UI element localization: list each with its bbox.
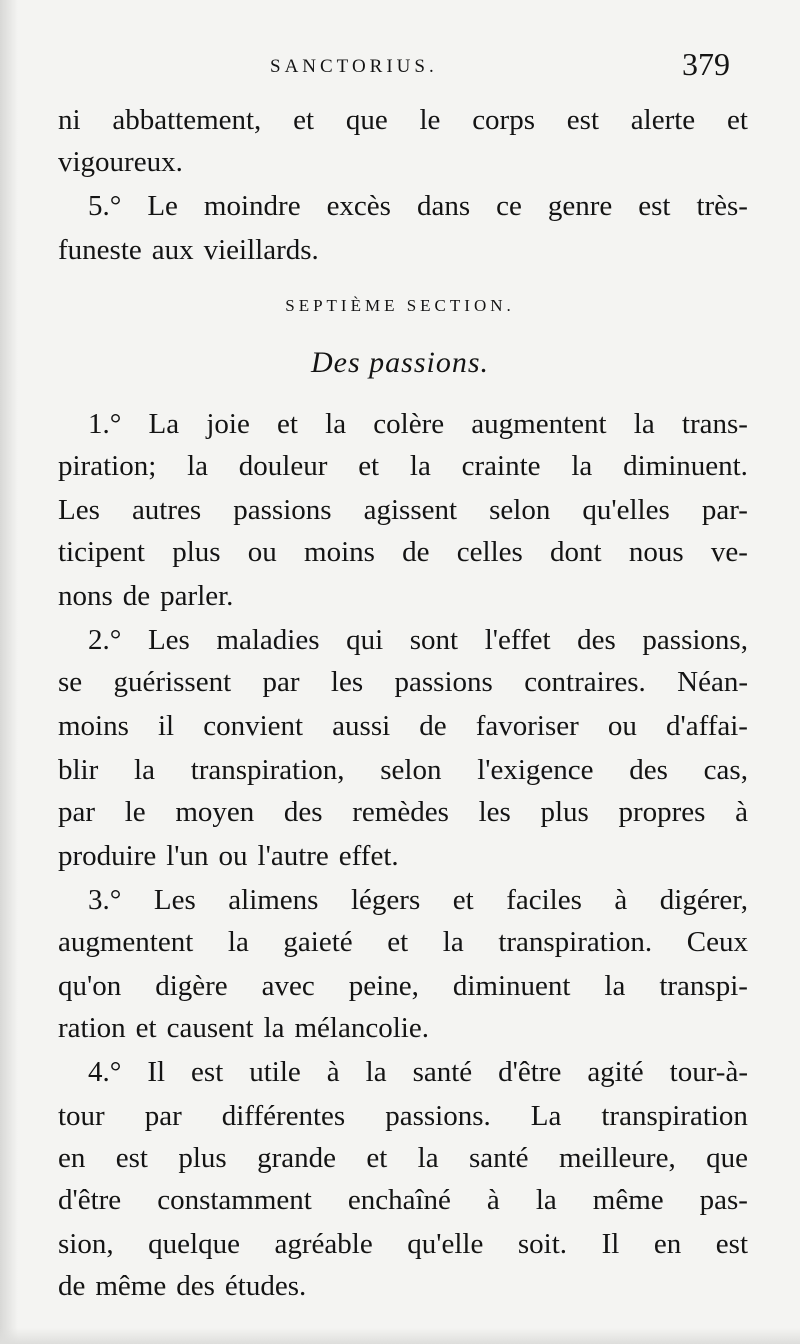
running-title: SANCTORIUS. [270,56,438,77]
text-line: piration; la douleur et la crainte la diminuent. [58,450,748,482]
text-line: d'être constamment enchaîné à la même pas- [58,1184,748,1216]
text-line: 4.° Il est utile à la santé d'être agité tour-à- [88,1056,748,1088]
text-line: moins il convient aussi de favoriser ou d'affai- [58,710,748,742]
text-line: de même des études. [58,1270,307,1302]
text-line: en est plus grande et la santé meilleure, que [58,1142,748,1174]
text-line: par le moyen des remèdes les plus propres à [58,796,748,828]
text-line: 3.° Les alimens légers et faciles à digérer, [88,884,748,916]
page-number: 379 [682,46,730,82]
text-line: qu'on digère avec peine, diminuent la transpi- [58,970,748,1002]
section-subtitle: Des passions. [310,346,489,379]
text-line: 1.° La joie et la colère augmentent la trans- [88,408,748,440]
text-line: vigoureux. [58,146,183,178]
text-line: se guérissent par les passions contraires. Néan- [58,666,748,698]
page-bottom-edge [0,1328,800,1344]
text-line: ni abbattement, et que le corps est alerte et [58,104,748,136]
text-line: augmentent la gaieté et la transpiration. Ceux [58,926,748,958]
section-title: SEPTIÈME SECTION. [285,296,515,315]
text-line: funeste aux vieillards. [58,234,319,266]
text-line: nons de parler. [58,580,234,612]
text-line: ticipent plus ou moins de celles dont nous ve- [58,536,748,568]
text-line: blir la transpiration, selon l'exigence des cas, [58,754,748,786]
text-line: tour par différentes passions. La transpiration [58,1100,748,1132]
text-line: 2.° Les maladies qui sont l'effet des passions, [88,624,748,656]
text-line: 5.° Le moindre excès dans ce genre est très- [88,190,748,222]
page-header [0,46,800,96]
text-line: Les autres passions agissent selon qu'elles par- [58,494,748,526]
text-line: sion, quelque agréable qu'elle soit. Il en est [58,1228,748,1260]
text-line: produire l'un ou l'autre effet. [58,840,399,872]
page-gutter-shadow [0,0,18,1344]
text-line: ration et causent la mélancolie. [58,1012,429,1044]
